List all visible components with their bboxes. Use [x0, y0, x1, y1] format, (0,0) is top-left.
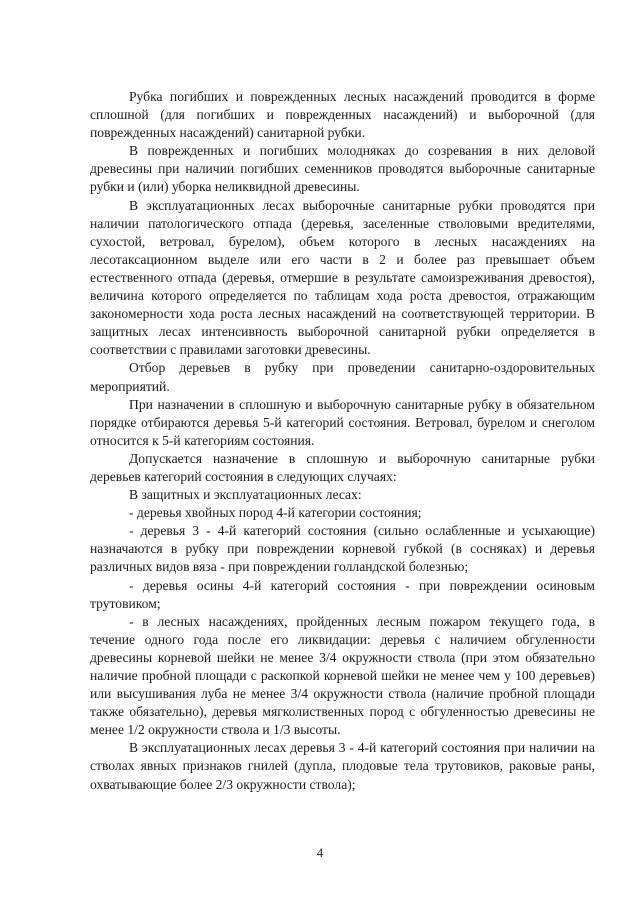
paragraph: В поврежденных и погибших молодняках до созревания в них деловой древесины при наличии погибших семенников проводятся выборочные санитарные рубки и (или) уборка неликвидной древесины. — [90, 143, 595, 195]
paragraph: - деревья хвойных пород 4-й категории состояния; — [129, 505, 422, 521]
paragraph: В эксплуатационных лесах деревья 3 - 4-й категорий состояния при наличии на стволах явных признаков гнилей (дупла, плодовые тела трутовиков, раковые раны, охватывающие более 2/3 окружности ствола); — [90, 740, 595, 792]
paragraph: - деревья 3 - 4-й категорий состояния (сильно ослабленные и усыхающие) назначаются в рубку при повреждении корневой губкой (в сосняках) и деревья различных видов вяза - при повреждении голландской болезнью; — [90, 523, 595, 575]
paragraph: - деревья осины 4-й категорий состояния - при повреждении осиновым трутовиком; — [90, 577, 595, 611]
paragraph: Допускается назначение в сплошную и выборочную санитарные рубки деревьев категорий состояния в следующих случаях: — [90, 450, 595, 484]
paragraph: - в лесных насаждениях, пройденных лесным пожаром текущего года, в течение одного года после его ликвидации: деревья с наличием обгуленности древесины корневой шейки не менее 3/4 окружности ствола (при этом обязательно наличие пробной площади с раскопкой корневой шейки не менее чем у 100 деревьев) или высушивания луба не менее 3/4 окружности ствола (наличие пробной площади также обязательно), деревья мягколиственных пород с обгуленностью древесины не менее 1/2 окружности ствола и 1/3 высоты. — [90, 613, 595, 738]
paragraph: В эксплуатационных лесах выборочные санитарные рубки проводятся при наличии патологического отпада (деревья, заселенные стволовыми вредителями, сухостой, ветровал, бурелом), объем которого в лесных насаждениях на лесотаксационном выделе или его части в 2 и более раз превышает объем естественного отпада (деревья, отмершие в результате самоизреживания древостоя), величина которого определяется по таблицам хода роста древостоя, отражающим закономерности хода роста лесных насаждений на соответствующей территории. В защитных лесах интенсивность выборочной санитарной рубки определяется в соответствии с правилами заготовки древесины. — [90, 197, 595, 358]
page-number: 4 — [316, 846, 324, 860]
paragraph: В защитных и эксплуатационных лесах: — [129, 487, 362, 503]
paragraph: При назначении в сплошную и выборочную санитарные рубку в обязательном порядке отбираются деревья 5-й категорий состояния. Ветровал, бурелом и снеголом относится к 5-й категориям состояния. — [90, 396, 595, 448]
paragraph: Рубка погибших и поврежденных лесных насаждений проводится в форме сплошной (для погибших и поврежденных насаждений) и выборочной (для поврежденных насаждений) санитарной рубки. — [90, 89, 595, 141]
document-body — [90, 88, 595, 794]
paragraph: Отбор деревьев в рубку при проведении санитарно-оздоровительных мероприятий. — [90, 360, 595, 394]
